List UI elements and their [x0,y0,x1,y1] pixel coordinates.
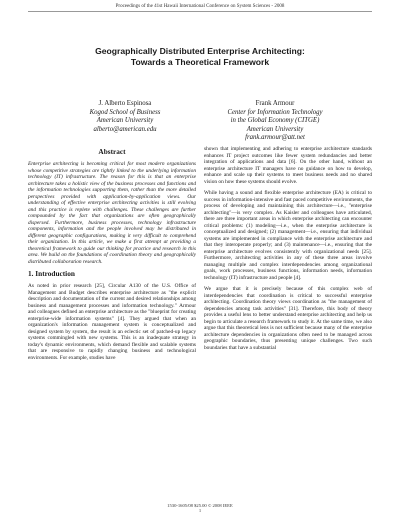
section-heading-introduction: 1. Introduction [28,269,75,279]
page-number: 1 [198,508,202,513]
author-affiliation: Kogod School of Business [89,108,161,116]
abstract-text: Enterprise architecting is becoming critical for most modern organizations whose competitive strategies are tightly linked to the underlying information technology (IT) infrastructure. The reason for this is that an enterprise architecture takes a holistic view of the business processes and functions and the information technologies supporting them, rather than the more detailed perspectives provided with application-by-application views. Our understanding of effective enterprise architecting activities is still evolving and this practice is replete with challenges. These challenges are further compounded by the fact that organizations are often geographically dispersed. Furthermore, business processes, technology infrastructure components, information and the people involved may be distributed in different geographic configurations, making it very difficult to comprehend their organization. In this article, we make a first attempt at providing a theoretical framework to guide our thinking for practice and research in this area. We build on the foundations of coordination theory and geographically distributed collaboration research. [28,161,196,265]
body-paragraph: shown that implementing and adhering to enterprise architecture standards enhances IT project outcomes like fewer system redundancies and better integration of applications and data [6]. On the other hand, without an enterprise architecture IT managers have no guidance on how to develop, enhance and scale up their systems to meet business needs and no shared vision on how these systems should evolve. [204,146,372,185]
body-paragraph: We argue that it is precisely because of this complex web of interdependencies that coordination is critical to successful enterprise architecting. Coordination theory views coordination as "the management of dependencies among task activities" [31]. Therefore, this body of theory provides a useful lens to better understand enterprise architecting and help us begin to articulate a research framework to study it. At the same time, we also argue that this theoretical lens is not sufficient because many of the enterprise architecture dependencies in organizations often need to be managed across geographic boundaries, thus presenting unique challenges. Two such boundaries that have a substantial [204,286,372,351]
right-column [204,146,372,356]
paper-title [40,46,360,67]
title-line-2: Towards a Theoretical Framework [130,56,270,67]
author-name: Frank Armour [255,100,295,107]
author-block-2 [195,100,355,143]
title-line-1: Geographically Distributed Enterprise Architecting: [95,46,305,56]
author-block-1 [45,100,205,134]
abstract-heading: Abstract [98,147,126,156]
copyright-line: 1530-1605/08 $25.00 © 2008 IEEE [167,503,233,508]
page-footer [0,503,400,513]
author-name: J. Alberto Espinosa [98,100,152,107]
running-header: Proceedings of the 41st Hawaii International Conference on System Sciences - 2008 [115,4,285,9]
intro-paragraph: As noted in prior research [25], Circular A130 of the U.S. Office of Management and Budget describes enterprise architecture as "the explicit description and documentation of the current and desired relationships among business and management processes and information technology." Armour and colleagues defined an enterprise architecture as the "blueprint for creating enterprise-wide information systems" [4]. They argued that when an organization's information management system is conceptualized and designed system by system, the result is an eclectic set of patched-up legacy systems commingled with new systems. This is an inadequate strategy in today's dynamic environments, which demand flexible and scalable systems that are responsive to rapidly changing business and technological environments. For example, studies have [28,283,196,361]
author-email: alberto@american.edu [93,125,157,133]
author-affiliation: in the Global Economy (CITGE) [230,117,320,125]
header-rule [28,11,372,12]
author-affiliation: American University [246,125,304,133]
author-email: frank.armour@att.net [245,134,305,142]
left-column [28,146,196,366]
author-affiliation: American University [96,117,154,125]
author-affiliation: Center for Information Technology [227,108,323,116]
body-paragraph: While having a sound and flexible enterprise architecture (EA) is critical to success in information-intensive and fast paced competitive environments, the process of developing and maintaining this architecture—i.e., "enterprise architecting"—is very complex. As Kaisler and colleagues have articulated, there are three important areas in which enterprise architecting can encounter critical problems: (1) modeling—i.e., when the enterprise architecture is conceptualized and designed; (2) management—i.e., ensuring that individual systems are implemented in compliance with the enterprise architecture and that they interoperate properly; and (3) maintenance—i.e., ensuring that the enterprise architecture evolves consistently with organizational needs [25]. Furthermore, architecting activities in any of these three areas involve managing multiple and complex interdependencies among organizational goals, work processes, business functions, information needs, information technology (IT) infrastructure and people [4]. [204,190,372,281]
